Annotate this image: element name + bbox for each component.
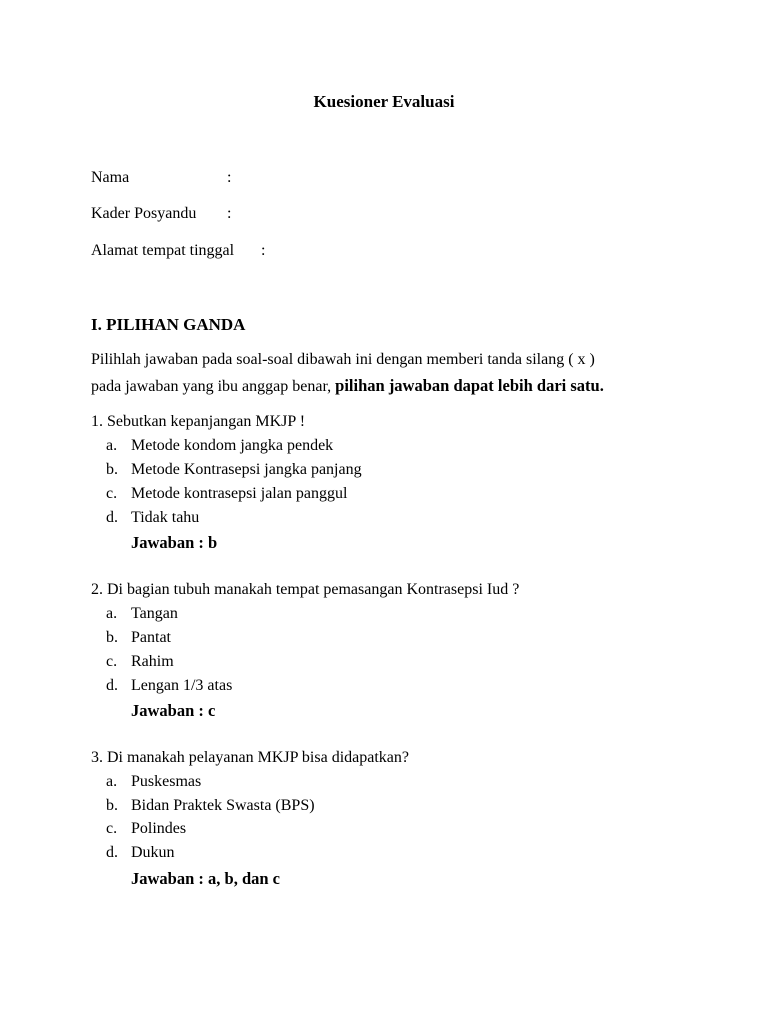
- instruction-text: pada jawaban yang ibu anggap benar,: [91, 378, 332, 395]
- option-text: Metode kondom jangka pendek: [131, 437, 334, 454]
- option-letter: a.: [106, 437, 118, 454]
- instruction-line-2: [91, 376, 604, 396]
- option-text: Tangan: [131, 605, 178, 622]
- option-text: Pantat: [131, 629, 171, 646]
- field-colon: :: [227, 205, 232, 222]
- option-letter: b.: [106, 797, 118, 814]
- option-letter: b.: [106, 629, 118, 646]
- option-letter: c.: [106, 485, 118, 502]
- field-label: Kader Posyandu: [91, 205, 197, 222]
- field-alamat: [91, 242, 266, 260]
- field-nama: [91, 169, 232, 187]
- answer-3: Jawaban : a, b, dan c: [131, 869, 280, 888]
- option-text: Dukun: [131, 844, 175, 861]
- answer-2: Jawaban : c: [131, 701, 216, 720]
- option-letter: a.: [106, 773, 118, 790]
- option-letter: c.: [106, 820, 118, 837]
- instruction-line-1: Pilihlah jawaban pada soal-soal dibawah ini dengan memberi tanda silang ( x ): [91, 351, 595, 368]
- question-1: 1. Sebutkan kepanjangan MKJP !: [91, 413, 306, 430]
- page-title: Kuesioner Evaluasi: [313, 92, 455, 111]
- field-label: Nama: [91, 169, 130, 186]
- option-letter: b.: [106, 461, 118, 478]
- section-title: I. PILIHAN GANDA: [91, 315, 246, 334]
- option-text: Tidak tahu: [131, 509, 200, 526]
- option-text: Metode Kontrasepsi jangka panjang: [131, 461, 362, 478]
- option-text: Puskesmas: [131, 773, 202, 790]
- answer-1: Jawaban : b: [131, 533, 218, 552]
- option-letter: d.: [106, 509, 118, 526]
- option-letter: d.: [106, 677, 118, 694]
- field-kader-posyandu: [91, 205, 232, 223]
- option-text: Polindes: [131, 820, 187, 837]
- question-2: 2. Di bagian tubuh manakah tempat pemasangan Kontrasepsi Iud ?: [91, 581, 520, 598]
- field-colon: :: [227, 169, 232, 186]
- field-colon: :: [261, 242, 266, 259]
- option-text: Rahim: [131, 653, 174, 670]
- question-3: 3. Di manakah pelayanan MKJP bisa didapatkan?: [91, 749, 409, 766]
- option-letter: d.: [106, 844, 118, 861]
- option-text: Bidan Praktek Swasta (BPS): [131, 797, 315, 814]
- option-text: Metode kontrasepsi jalan panggul: [131, 485, 348, 502]
- instruction-bold: pilihan jawaban dapat lebih dari satu.: [335, 376, 604, 395]
- field-label: Alamat tempat tinggal: [91, 242, 235, 259]
- option-text: Lengan 1/3 atas: [131, 677, 233, 694]
- option-letter: a.: [106, 605, 118, 622]
- option-letter: c.: [106, 653, 118, 670]
